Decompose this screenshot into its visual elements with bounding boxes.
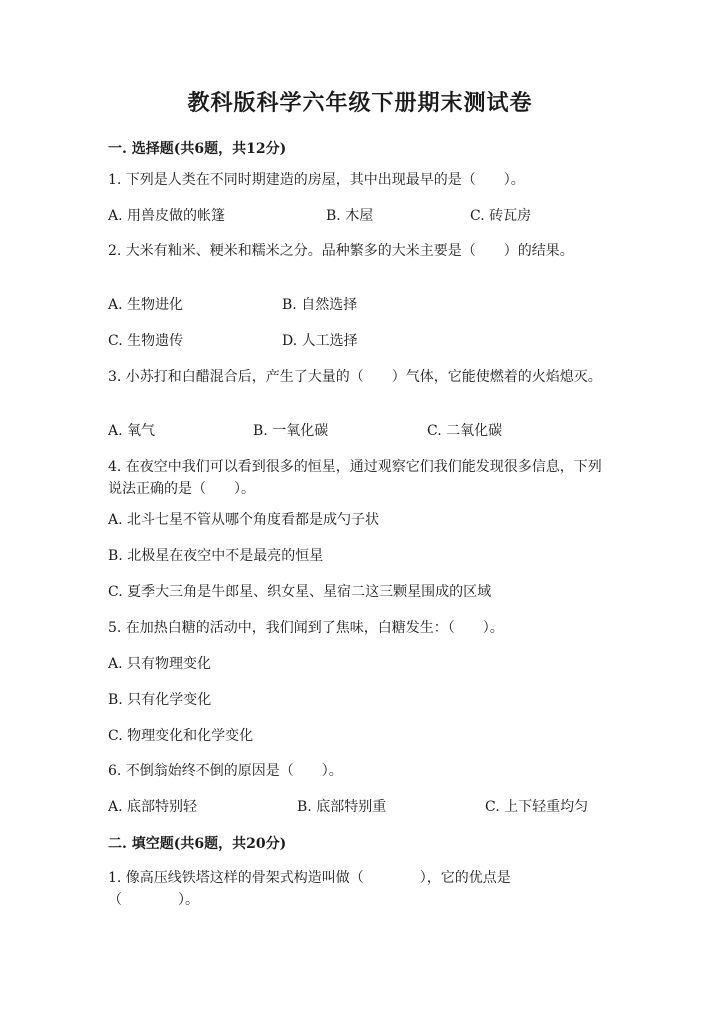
- q3-option-a: A. 氧气: [108, 423, 156, 439]
- q5-option-c: C. 物理变化和化学变化: [108, 728, 254, 744]
- q5-option-b: B. 只有化学变化: [108, 692, 212, 708]
- section-heading-fill: 二. 填空题(共6题，共20分): [108, 836, 287, 852]
- q6-option-a: A. 底部特别轻: [108, 799, 198, 815]
- q4-option-c: C. 夏季大三角是牛郎星、织女星、星宿二这三颗星围成的区域: [108, 584, 492, 600]
- q6-option-c: C. 上下轻重均匀: [485, 799, 589, 815]
- q2-option-b: B. 自然选择: [282, 297, 358, 313]
- q1-option-a: A. 用兽皮做的帐篷: [108, 208, 226, 224]
- q2-option-a: A. 生物进化: [108, 297, 184, 313]
- q4-option-a: A. 北斗七星不管从哪个角度看都是成勺子状: [108, 512, 380, 528]
- question-3: 3. 小苏打和白醋混合后，产生了大量的（ ）气体，它能使燃着的火焰熄灭。: [108, 369, 602, 385]
- q3-option-b: B. 一氧化碳: [253, 423, 329, 439]
- q3-option-c: C. 二氧化碳: [427, 423, 503, 439]
- exam-title: 教科版科学六年级下册期末测试卷: [187, 90, 533, 116]
- fill-question-1: 1. 像高压线铁塔这样的骨架式构造叫做（ ），它的优点是（ ）。: [108, 870, 511, 908]
- q1-option-c: C. 砖瓦房: [470, 208, 532, 224]
- q6-option-b: B. 底部特别重: [297, 799, 387, 815]
- q1-option-b: B. 木屋: [326, 208, 374, 224]
- q2-option-c: C. 生物遗传: [108, 333, 184, 349]
- q4-option-b: B. 北极星在夜空中不是最亮的恒星: [108, 548, 324, 564]
- q5-option-a: A. 只有物理变化: [108, 656, 212, 672]
- q2-option-d: D. 人工选择: [282, 333, 358, 349]
- question-2: 2. 大米有籼米、粳米和糯米之分。品种繁多的大米主要是（ ）的结果。: [108, 243, 574, 259]
- question-6: 6. 不倒翁始终不倒的原因是（ ）。: [108, 763, 343, 779]
- question-4: 4. 在夜空中我们可以看到很多的恒星，通过观察它们我们能发现很多信息，下列说法正确的是（ ）。: [108, 459, 602, 497]
- question-1: 1. 下列是人类在不同时期建造的房屋，其中出现最早的是（ ）。: [108, 172, 525, 188]
- section-heading-choice: 一. 选择题(共6题，共12分): [108, 141, 287, 157]
- question-5: 5. 在加热白糖的活动中，我们闻到了焦味，白糖发生：（ ）。: [108, 620, 504, 636]
